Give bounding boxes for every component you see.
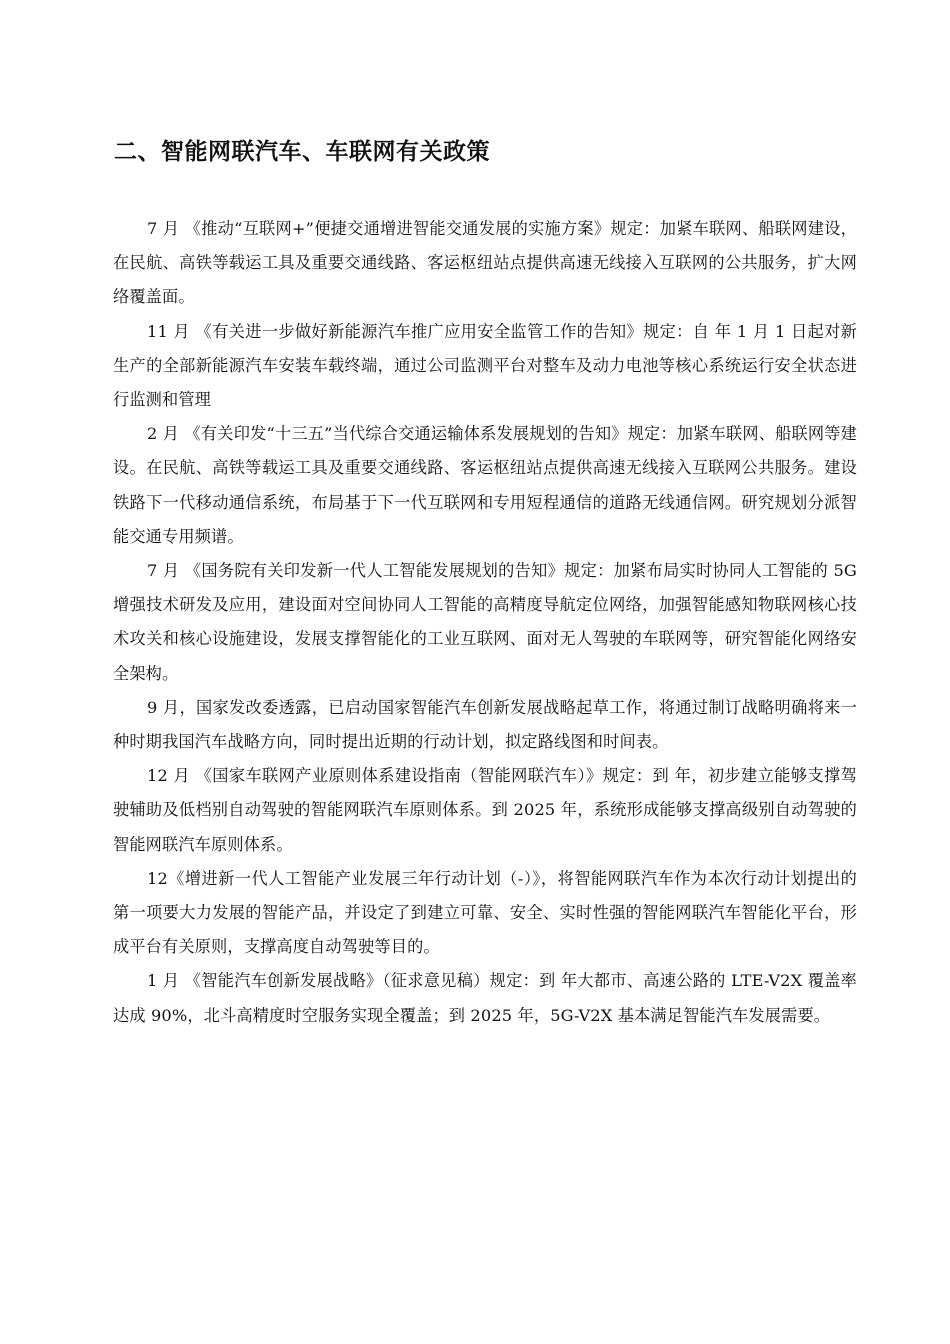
policy-paragraph-4: 7 月 《国务院有关印发新一代人工智能发展规划的告知》规定：加紧布局实时协同人工智能的 5G 增强技术研发及应用，建设面对空间协同人工智能的高精度导航定位网络，加强智能感知物联网核心技术攻关和核心设施建设，发展支撑智能化的工业互联网、面对无人驾驶的车联网等，研究智能化网络安全架构。: [113, 561, 857, 683]
policy-paragraph-5: 9 月，国家发改委透露，已启动国家智能汽车创新发展战略起草工作，将通过制订战略明确将来一种时期我国汽车战略方向，同时提出近期的行动计划，拟定路线图和时间表。: [113, 697, 857, 752]
policy-paragraph-7: 12《增进新一代人工智能产业发展三年行动计划（-）》，将智能网联汽车作为本次行动计划提出的第一项要大力发展的智能产品，并设定了到建立可靠、安全、实时性强的智能网联汽车智能化平台，形成平台有关原则，支撑高度自动驾驶等目的。: [113, 868, 857, 957]
policy-paragraph-3: 2 月 《有关印发“十三五”当代综合交通运输体系发展规划的告知》规定：加紧车联网、船联网等建设。在民航、高铁等载运工具及重要交通线路、客运枢纽站点提供高速无线接入互联网公共服务。建设铁路下一代移动通信系统，布局基于下一代互联网和专用短程通信的道路无线通信网。研究规划分派智能交通专用频谱。: [113, 424, 857, 546]
policy-paragraph-6: 12 月 《国家车联网产业原则体系建设指南（智能网联汽车）》规定：到 年，初步建立能够支撑驾驶辅助及低档别自动驾驶的智能网联汽车原则体系。到 2025 年，系统形成能够支撑高级别自动驾驶的智能网联汽车原则体系。: [113, 766, 857, 854]
policy-paragraph-8: 1 月 《智能汽车创新发展战略》（征求意见稿）规定：到 年大都市、高速公路的 LTE-V2X 覆盖率达成 90%，北斗高精度时空服务实现全覆盖；到 2025 年，5G-V2X 基本满足智能汽车发展需要。: [113, 971, 857, 1025]
policy-paragraph-1: 7 月 《推动“互联网+”便捷交通增进智能交通发展的实施方案》规定：加紧车联网、船联网建设，在民航、高铁等载运工具及重要交通线路、客运枢纽站点提供高速无线接入互联网的公共服务，扩大网络覆盖面。: [113, 219, 857, 307]
section-heading: 二、智能网联汽车、车联网有关政策: [114, 139, 490, 165]
policy-paragraph-2: 11 月 《有关进一步做好新能源汽车推广应用安全监管工作的告知》规定：自 年 1 月 1 日起对新生产的全部新能源汽车安装车载终端，通过公司监测平台对整车及动力电池等核心系统运行安全状态进行监测和管理: [113, 321, 857, 410]
body-text: [113, 212, 857, 1033]
